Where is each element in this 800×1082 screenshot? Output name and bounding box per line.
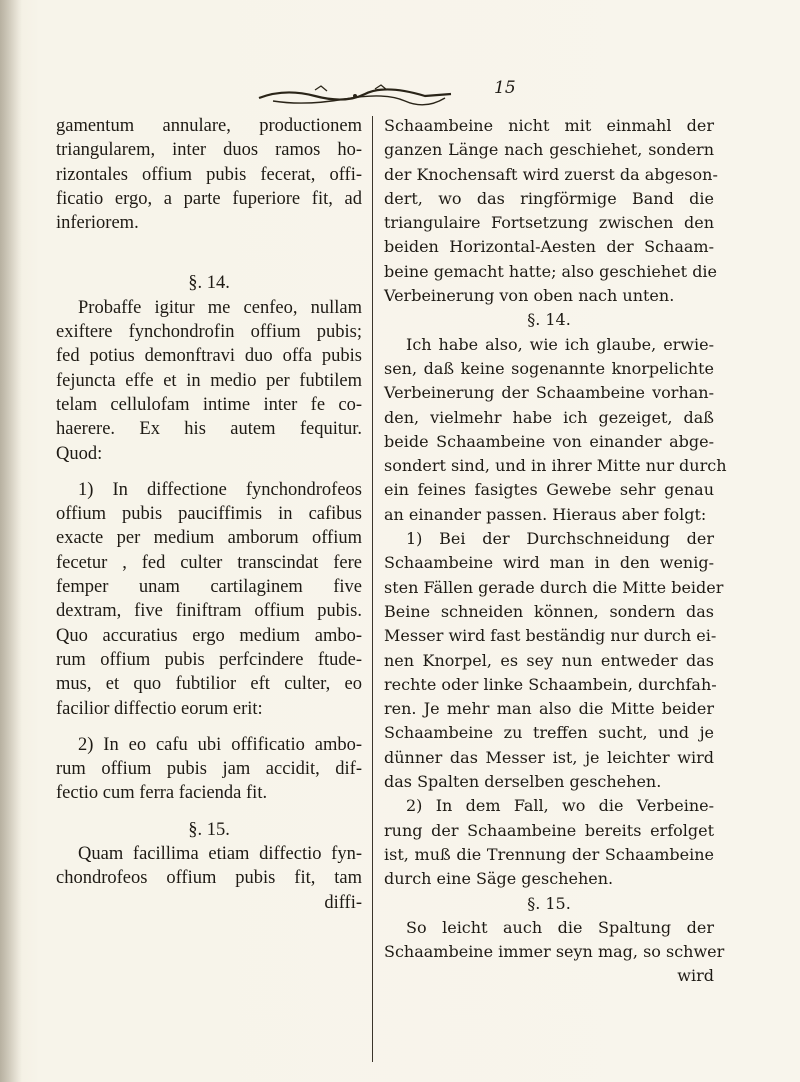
text-line: Ich habe also, wie ich glaube, erwie- [406, 334, 714, 354]
text-line: rum offium pubis jam accidit, dif- [56, 759, 362, 780]
text-line: Quod: [56, 443, 103, 464]
text-line: 2) In dem Fall, wo die Verbeine- [406, 796, 714, 816]
column-divider [372, 116, 373, 1062]
text-line: So leicht auch die Spaltung der [406, 917, 714, 937]
text-line: diffi- [324, 892, 362, 913]
text-line: beine gemacht hatte; also geschiehet die [384, 261, 718, 281]
text-line: inferiorem. [56, 213, 139, 234]
text-line: fecetur , fed culter transcindat fere [56, 552, 362, 573]
text-line: Quo accuratius ergo medium ambo- [56, 625, 362, 646]
text-line: beiden Horizontal-Aesten der Schaam- [384, 237, 714, 257]
section-heading: §. 15. [527, 893, 571, 913]
text-line: rum offium pubis perfcindere ftude- [56, 649, 362, 670]
text-line: exacte per medium amborum offium [56, 528, 362, 549]
text-line: haerere. Ex his autem fequitur. [56, 419, 362, 440]
text-line: dert, wo das ringförmige Band die [384, 188, 714, 208]
text-line: dünner das Messer ist, je leichter wird [384, 747, 714, 767]
text-line: triangulaire Fortsetzung zwischen den [384, 213, 714, 233]
section-heading: §. 14. [527, 310, 571, 330]
section-heading: §. 15. [188, 819, 230, 840]
text-line: sen, daß keine sogenannte knorpelichte [384, 358, 714, 378]
text-line: den, vielmehr habe ich gezeiget, daß [384, 407, 714, 427]
page-gutter-shadow [0, 0, 22, 1082]
text-line: Beine schneiden können, sondern das [384, 601, 714, 621]
text-line: Verbeinerung von oben nach unten. [384, 286, 675, 306]
text-line: Schaambeine nicht mit einmahl der [384, 116, 714, 135]
text-line: telam cellulofam intime inter fe co- [56, 394, 362, 415]
text-line: Quam facillima etiam diffectio fyn- [78, 844, 362, 865]
text-line: rung der Schaambeine bereits erfolget [384, 820, 714, 840]
text-line: ren. Je mehr man also die Mitte beider [384, 699, 714, 719]
text-line: 1) Bei der Durchschneidung der [406, 529, 714, 549]
text-line: rechte oder linke Schaambein, durchfah- [384, 674, 717, 694]
text-line: Schaambeine zu treffen sucht, und je [384, 723, 714, 743]
text-line: triangularem, inter duos ramos ho- [56, 140, 362, 161]
text-line: wird [677, 966, 714, 986]
text-line: ganzen Länge nach geschiehet, sondern [384, 140, 714, 160]
text-line: femper unam cartilaginem five [56, 577, 362, 598]
header-ornament-icon [255, 84, 455, 106]
text-line: nen Knorpel, es sey nun entweder das [384, 650, 714, 670]
page-number: 15 [494, 78, 516, 98]
text-line: der Knochensaft wird zuerst da abgeson- [384, 164, 718, 184]
text-line: das Spalten derselben geschehen. [384, 772, 662, 792]
text-line: gamentum annulare, productionem [56, 116, 362, 136]
text-line: Schaambeine immer seyn mag, so schwer [384, 942, 725, 962]
text-line: facilior diffectio eorum erit: [56, 698, 263, 719]
text-line: chondrofeos offium pubis fit, tam [56, 868, 362, 889]
text-line: Messer wird fast beständig nur durch ei- [384, 626, 717, 646]
text-line: ficatio ergo, a parte fuperiore fit, ad [56, 188, 362, 209]
text-line: sten Fällen gerade durch die Mitte beider [384, 577, 724, 597]
text-line: sondert sind, und in ihrer Mitte nur durch [384, 456, 727, 476]
text-line: ist, muß die Trennung der Schaambeine [384, 844, 714, 864]
text-line: 2) In eo cafu ubi offificatio ambo- [78, 734, 362, 755]
text-line: Schaambeine wird man in den wenig- [384, 553, 714, 573]
text-line: Verbeinerung der Schaambeine vorhan- [384, 383, 714, 403]
text-line: ein feines fasigtes Gewebe sehr genau [384, 480, 714, 500]
text-line: mus, et quo fubtilior eft culter, eo [56, 674, 362, 695]
text-line: fejuncta effe et in medio per fubtilem [56, 370, 362, 391]
german-column [384, 114, 727, 989]
text-line: fectio cum ferra facienda fit. [56, 783, 268, 804]
text-line: Probaffe igitur me cenfeo, nullam [78, 297, 362, 318]
text-line: durch eine Säge geschehen. [384, 869, 614, 889]
text-line: offium pubis pauciffimis in cafibus [56, 504, 362, 525]
section-heading: §. 14. [188, 273, 230, 294]
text-line: rizontales offium pubis fecerat, offi- [56, 164, 362, 185]
text-line: exiftere fynchondrofin offium pubis; [56, 322, 362, 343]
latin-column [56, 114, 362, 915]
text-line: fed potius demonftravi duo offa pubis [56, 346, 362, 367]
text-line: 1) In diffectione fynchondrofeos [78, 479, 362, 500]
text-line: an einander passen. Hieraus aber folgt: [384, 504, 707, 524]
text-line: dextram, five finiftram offium pubis. [56, 601, 362, 622]
text-line: beide Schaambeine von einander abge- [384, 431, 714, 451]
